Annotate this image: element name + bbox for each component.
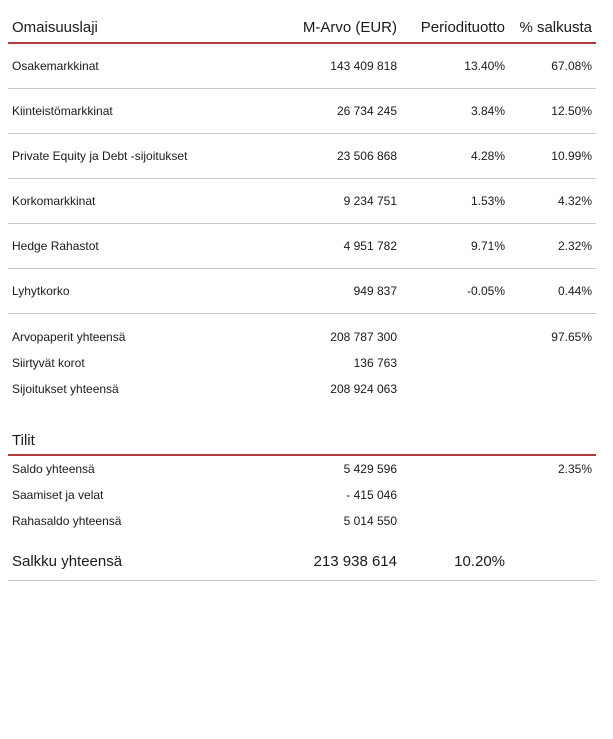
asset-name: Lyhytkorko bbox=[12, 284, 70, 298]
summary-name: Siirtyvät korot bbox=[12, 356, 85, 370]
summary-name: Arvopaperit yhteensä bbox=[12, 330, 126, 344]
summary-row bbox=[8, 376, 596, 402]
asset-name: Osakemarkkinat bbox=[12, 59, 99, 73]
asset-share: 0.44% bbox=[557, 284, 592, 298]
total-return: 10.20% bbox=[454, 552, 505, 570]
accounts-title: Tilit bbox=[12, 431, 35, 449]
header-market-value: M-Arvo (EUR) bbox=[302, 18, 397, 36]
account-name: Saamiset ja velat bbox=[12, 488, 104, 502]
summary-value: 208 787 300 bbox=[330, 330, 397, 344]
asset-value: 9 234 751 bbox=[343, 194, 397, 208]
table-row bbox=[8, 224, 596, 269]
total-name: Salkku yhteensä bbox=[12, 552, 123, 570]
asset-value: 26 734 245 bbox=[336, 104, 397, 118]
summary-row bbox=[8, 350, 596, 376]
account-row bbox=[8, 508, 596, 534]
asset-return: -0.05% bbox=[466, 284, 505, 298]
total-value: 213 938 614 bbox=[313, 552, 397, 570]
asset-return: 4.28% bbox=[470, 149, 505, 163]
asset-name: Kiinteistömarkkinat bbox=[12, 104, 113, 118]
portfolio-table bbox=[8, 0, 596, 581]
asset-share: 2.32% bbox=[557, 239, 592, 253]
account-row bbox=[8, 482, 596, 508]
summary-value: 136 763 bbox=[353, 356, 397, 370]
table-row bbox=[8, 89, 596, 134]
account-share: 2.35% bbox=[557, 462, 592, 476]
asset-share: 4.32% bbox=[557, 194, 592, 208]
summary-value: 208 924 063 bbox=[330, 382, 397, 396]
accounts-section-title bbox=[8, 424, 596, 456]
header-period-return: Periodituotto bbox=[420, 18, 505, 36]
account-row bbox=[8, 456, 596, 482]
asset-name: Korkomarkkinat bbox=[12, 194, 96, 208]
asset-share: 10.99% bbox=[551, 149, 592, 163]
asset-return: 13.40% bbox=[464, 59, 505, 73]
asset-return: 3.84% bbox=[470, 104, 505, 118]
asset-return: 9.71% bbox=[470, 239, 505, 253]
asset-value: 949 837 bbox=[353, 284, 397, 298]
table-row bbox=[8, 134, 596, 179]
summary-share: 97.65% bbox=[551, 330, 592, 344]
account-name: Rahasaldo yhteensä bbox=[12, 514, 122, 528]
asset-name: Private Equity ja Debt -sijoitukset bbox=[12, 149, 188, 163]
header-portfolio-share: % salkusta bbox=[519, 18, 592, 36]
account-value: - 415 046 bbox=[346, 488, 397, 502]
table-header bbox=[8, 0, 596, 44]
asset-return: 1.53% bbox=[470, 194, 505, 208]
table-row bbox=[8, 269, 596, 314]
asset-value: 4 951 782 bbox=[343, 239, 397, 253]
account-value: 5 429 596 bbox=[343, 462, 397, 476]
summary-name: Sijoitukset yhteensä bbox=[12, 382, 119, 396]
header-asset-class: Omaisuuslaji bbox=[12, 18, 98, 36]
table-row bbox=[8, 179, 596, 224]
asset-share: 12.50% bbox=[551, 104, 592, 118]
asset-value: 143 409 818 bbox=[330, 59, 397, 73]
portfolio-total-row bbox=[8, 542, 596, 581]
account-name: Saldo yhteensä bbox=[12, 462, 95, 476]
summary-row bbox=[8, 324, 596, 350]
asset-name: Hedge Rahastot bbox=[12, 239, 99, 253]
account-value: 5 014 550 bbox=[343, 514, 397, 528]
asset-value: 23 506 868 bbox=[336, 149, 397, 163]
table-row bbox=[8, 44, 596, 89]
asset-share: 67.08% bbox=[551, 59, 592, 73]
